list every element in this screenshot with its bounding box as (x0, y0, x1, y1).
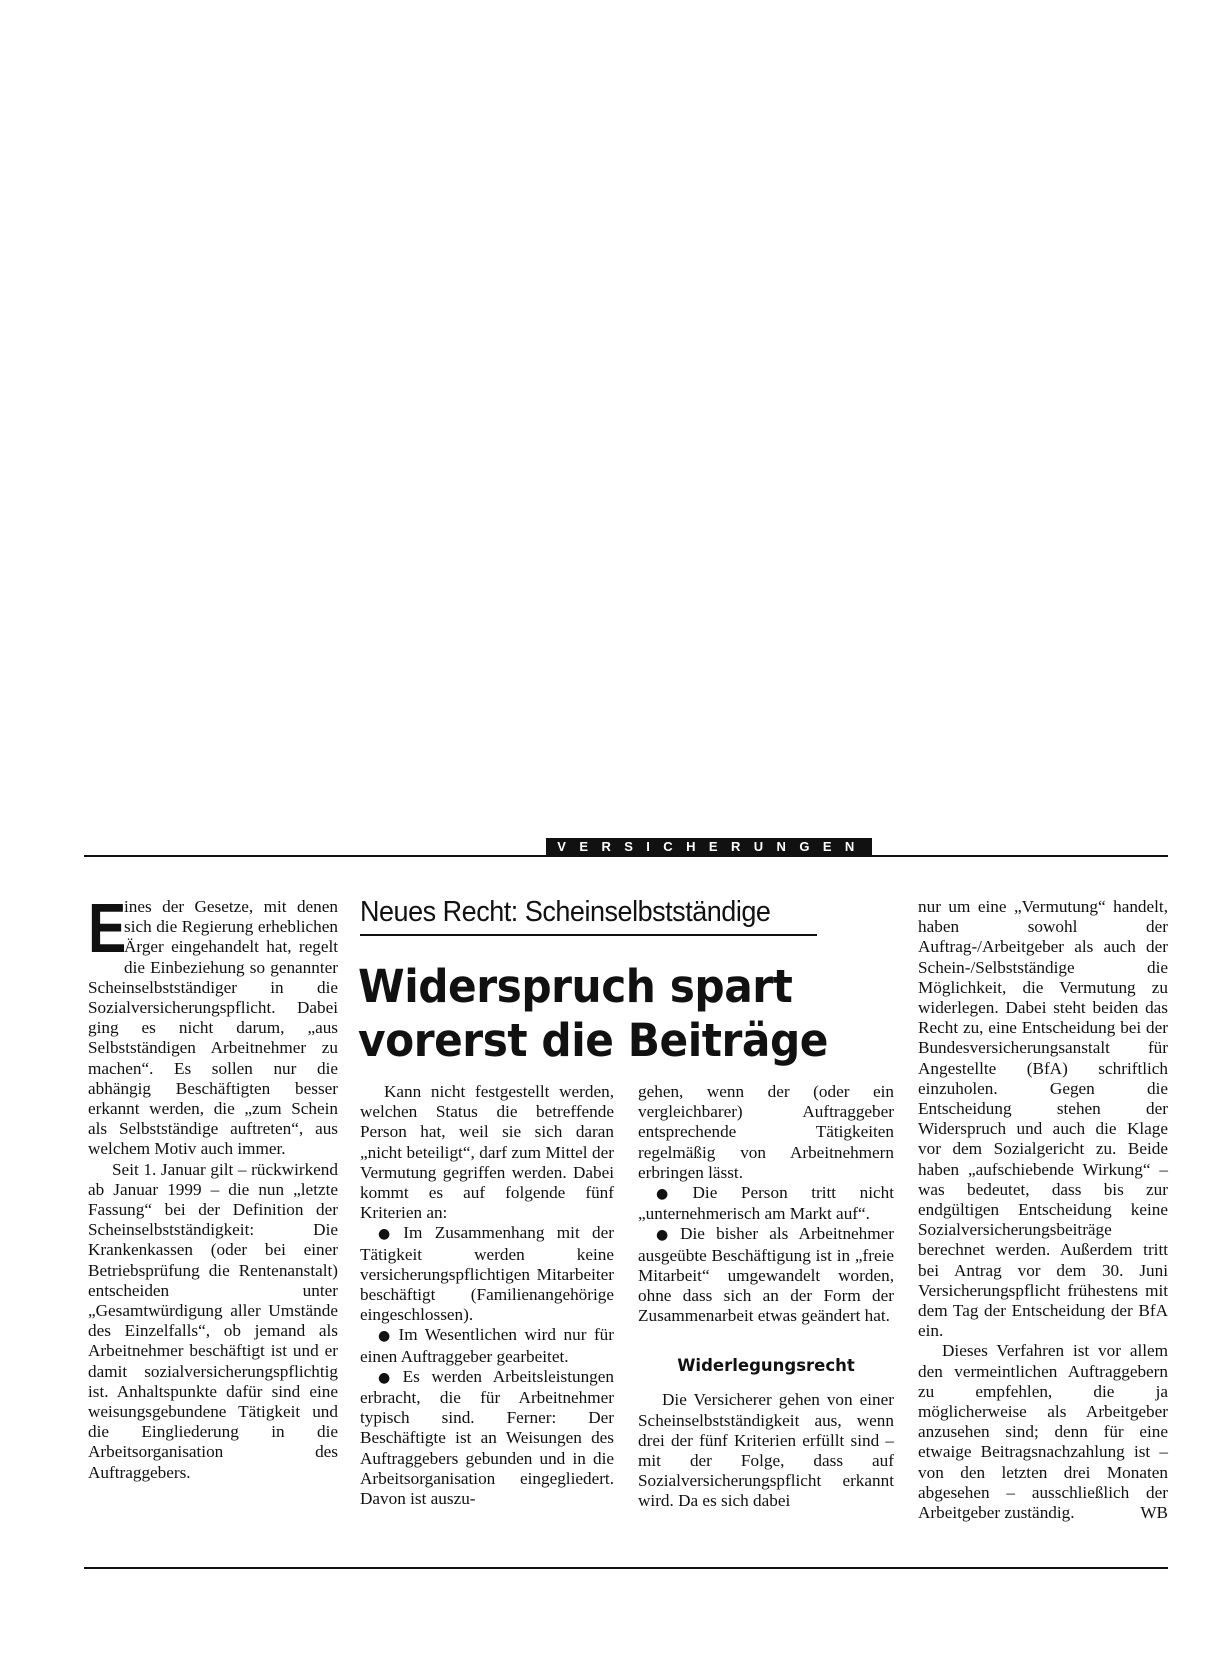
bullet-item: ● Die bisher als Arbeitnehmer ausgeübte Beschäftigung ist in „freie Mitarbeit“ umgewandelt worden, ohne dass sich an der Form der Zusammenarbeit etwas geändert hat. (638, 1224, 894, 1326)
kicker-rule (360, 934, 817, 936)
bullet-icon: ● (378, 1369, 398, 1386)
subheading: Widerlegungsrecht (677, 1356, 855, 1376)
section-header (84, 838, 1168, 857)
article-kicker: Neues Recht: Scheinselbstständige (360, 896, 771, 928)
section-label: VERSICHERUNGEN (546, 838, 872, 856)
bullet-item: ● Im Zusammenhang mit der Tätigkeit werden keine versicherungspflichtigen Mitarbeiter beschäftigt (Familienangehörige eingeschlossen). (360, 1223, 614, 1325)
bullet-icon: ● (656, 1227, 676, 1244)
bottom-rule (84, 1567, 1168, 1569)
bullet-item: ● Es werden Arbeitsleistungen erbracht, die für Arbeitnehmer typisch sind. Ferner: Der Beschäftigte ist an Weisungen des Auftraggebers gebunden und in die Arbeitsorganisation eingegliedert. Davon ist auszu- (360, 1366, 614, 1509)
article-headline (358, 960, 858, 1068)
headline-line: vorerst die Beiträge (358, 1014, 828, 1067)
paragraph: gehen, wenn der (oder ein vergleichbarer) Auftraggeber entsprechende Tätigkeiten regelmäßig von Arbeitnehmern erbringen lässt. (638, 1082, 894, 1182)
column-2 (360, 1082, 614, 1509)
bullet-icon: ● (378, 1226, 399, 1243)
column-3 (638, 1082, 894, 1512)
headline-line: Widerspruch spart (358, 960, 793, 1013)
paragraph: Die Versicherer gehen von einer Scheinselbstständigkeit aus, wenn drei der fünf Kriterien erfüllt sind – mit der Folge, dass auf Sozialversicherungspflicht erkannt wird. Da es sich dabei (638, 1390, 894, 1511)
bullet-item: ● Im Wesentlichen wird nur für einen Auftraggeber gearbeitet. (360, 1325, 615, 1366)
bullet-item: ● Die Person tritt nicht „unternehmerisch am Markt auf“. (638, 1183, 895, 1224)
paragraph: nur um eine „Vermutung“ handelt, haben sowohl der Auftrag-/Arbeitgeber als auch der Schein-/Selbstständige die Möglichkeit, die Vermutung zu widerlegen. Dabei steht beiden das Recht zu, eine Entscheidung bei der Bundesversicherungsanstalt für Angestellte (BfA) schriftlich einzuholen. Gegen die Entscheidung stehen der Widerspruch und auch die Klage vor dem Sozialgericht zu. Beide haben „aufschiebende Wirkung“ – was bedeutet, dass bis zur endgültigen Entscheidung keine Sozialversicherungsbeiträge berechnet werden. Außerdem tritt bei Antrag vor dem 30. Juni Versicherungspflicht frühestens mit dem Tag der Entscheidung der BfA ein. (918, 897, 1168, 1341)
paragraph: Kann nicht festgestellt werden, welchen Status die betreffende Person hat, weil sie sich daran „nicht beteiligt“, darf zum Mittel der Vermutung gegriffen werden. Dabei kommt es auf folgende fünf Kriterien an: (360, 1082, 614, 1223)
paragraph: Dieses Verfahren ist vor allem den vermeintlichen Auftraggebern zu empfehlen, die ja möglicherweise als Arbeitgeber anzusehen sind; denn für eine etwaige Beitragsnachzahlung ist – von den letzten drei Monaten abgesehen – ausschließlich der Arbeitgeber zuständig. WB (918, 1341, 1168, 1523)
drop-cap: E (88, 889, 127, 967)
column-1 (88, 889, 338, 1483)
paragraph-text: ines der Gesetze, mit denen sich die Regierung erheblichen Ärger eingehandelt hat, regelt die Einbeziehung so genannter Scheinselbstständiger in die Sozialversicherungspflicht. Dabei ging es nicht darum, „aus Selbstständigen Arbeitnehmer zu machen“. Es sollen nur die abhängig Beschäftigten besser erkannt werden, die „zum Schein als Selbstständige auftreten“, aus welchem Motiv auch immer. (88, 897, 338, 1159)
column-4 (918, 897, 1168, 1523)
paragraph: Seit 1. Januar gilt – rückwirkend ab Januar 1999 – die nun „letzte Fassung“ bei der Definition der Scheinselbstständigkeit: Die Krankenkassen (oder bei einer Betriebsprüfung die Rentenanstalt) entscheiden unter „Gesamtwürdigung aller Umstände des Einzelfalls“, ob jemand als Arbeitnehmer beschäftigt ist und er damit sozialversicherungspflichtig ist. Anhaltspunkte dafür sind eine weisungsgebundene Tätigkeit und die Eingliederung in die Arbeitsorganisation des Auftraggebers. (88, 1159, 338, 1482)
bullet-icon: ● (378, 1328, 394, 1345)
paragraph (88, 889, 338, 1160)
bullet-icon: ● (656, 1186, 688, 1203)
author-signature: WB (1140, 1503, 1168, 1523)
